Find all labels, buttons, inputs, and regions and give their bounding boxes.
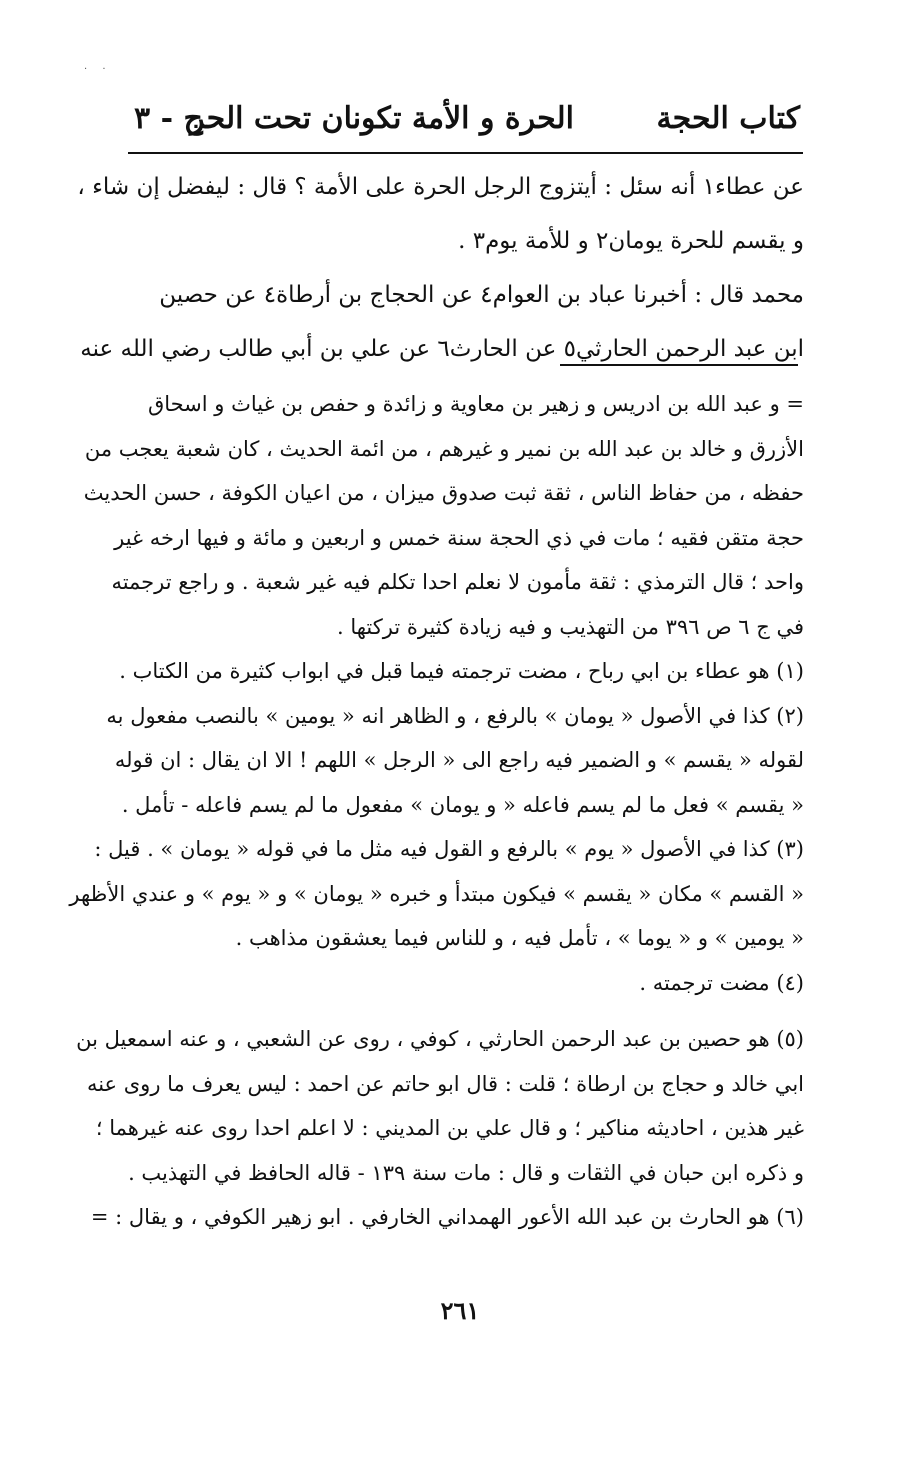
footnote-line: « يومين » و « يوما » ، تأمل فيه ، و للناس فيما يعشقون مذاهب . bbox=[235, 926, 804, 950]
footnote-line: « القسم » مكان « يقسم » فيكون مبتدأ و خبره « يومان » و « يوم » و عندي الأظهر bbox=[69, 881, 804, 906]
volume-number: ج - ٣ bbox=[134, 101, 203, 136]
footnote-line: (٤) مضت ترجمته . bbox=[639, 970, 804, 995]
footnote-line: = و عبد الله بن ادريس و زهير بن معاوية و زائدة و حفص بن غياث و اسحاق bbox=[147, 392, 804, 416]
footnote-line: غير هذين ، احاديثه مناكير ؛ و قال علي بن المديني : لا اعلم احدا روى عنه غيرهما ؛ bbox=[95, 1116, 804, 1140]
header-rule bbox=[128, 152, 803, 154]
main-line: ابن عبد الرحمن الحارثي٥ عن الحارث٦ عن علي بن أبي طالب رضي الله عنه bbox=[80, 336, 804, 362]
footnote-line: (٥) هو حصين بن عبد الرحمن الحارثي ، كوفي ، روى عن الشعبي ، و عنه اسمعيل بن bbox=[76, 1027, 804, 1051]
main-line: محمد قال : أخبرنا عباد بن العوام٤ عن الحجاج بن أرطاة٤ عن حصين bbox=[159, 282, 804, 308]
footnote-line: حجة متقن فقيه ؛ مات في ذي الحجة سنة خمس و اربعين و مائة و فيها ارخه غير bbox=[114, 525, 804, 550]
footnote-line: « يقسم » فعل ما لم يسم فاعله « و يومان » مفعول ما لم يسم فاعله - تأمل . bbox=[121, 792, 804, 817]
footnote-line: (٣) كذا في الأصول « يوم » بالرفع و القول فيه مثل ما في قوله « يومان » . قيل : bbox=[94, 837, 804, 861]
book-title: كتاب الحجة bbox=[656, 101, 800, 136]
footnote-line: واحد ؛ قال الترمذي : ثقة مأمون لا نعلم احدا تكلم فيه غير شعبة . و راجع ترجمته bbox=[111, 570, 804, 594]
footnote-line: في ج ٦ ص ٣٩٦ من التهذيب و فيه زيادة كثيرة تركتها . bbox=[337, 614, 804, 639]
main-line: و يقسم للحرة يومان٢ و للأمة يوم٣ . bbox=[458, 228, 804, 254]
footnote-line: حفظه ، من حفاظ الناس ، ثقة ثبت صدوق ميزان ، من اعيان الكوفة ، حسن الحديث bbox=[83, 481, 804, 505]
footnotes bbox=[69, 382, 804, 1240]
running-header bbox=[128, 96, 800, 142]
footnote-line: (٢) كذا في الأصول « يومان » بالرفع ، و الظاهر انه « يومين » بالنصب مفعول به bbox=[106, 703, 804, 728]
main-text bbox=[77, 160, 804, 376]
footnote-line: و ذكره ابن حبان في الثقات و قال : مات سنة ١٣٩ - قاله الحافظ في التهذيب . bbox=[128, 1160, 804, 1185]
page-number: ٢٦١ bbox=[440, 1296, 480, 1325]
main-line: عن عطاء١ أنه سئل : أيتزوج الرجل الحرة على الأمة ؟ قال : ليفضل إن شاء ، bbox=[77, 174, 804, 200]
footnote-line: ابي خالد و حجاج بن ارطاة ؛ قلت : قال ابو حاتم عن احمد : ليس يعرف ما روى عنه bbox=[86, 1071, 804, 1096]
footnote-line: لقوله « يقسم » و الضمير فيه راجع الى « الرجل » اللهم ! الا ان يقال : ان قوله bbox=[114, 748, 804, 772]
footnote-line: الأزرق و خالد بن عبد الله بن نمير و غيرهم ، من ائمة الحديث ، كان شعبة يعجب من bbox=[84, 436, 804, 461]
footnote-line: (١) هو عطاء بن ابي رباح ، مضت ترجمته فيما قبل في ابواب كثيرة من الكتاب . bbox=[119, 659, 804, 683]
footnote-separator bbox=[560, 364, 798, 366]
section-title: الحرة و الأمة تكونان تحت الحر bbox=[190, 101, 574, 136]
scan-specks: · · bbox=[84, 64, 112, 75]
footnote-line: (٦) هو الحارث بن عبد الله الأعور الهمداني الخارفي . ابو زهير الكوفي ، و يقال : = bbox=[90, 1205, 804, 1229]
